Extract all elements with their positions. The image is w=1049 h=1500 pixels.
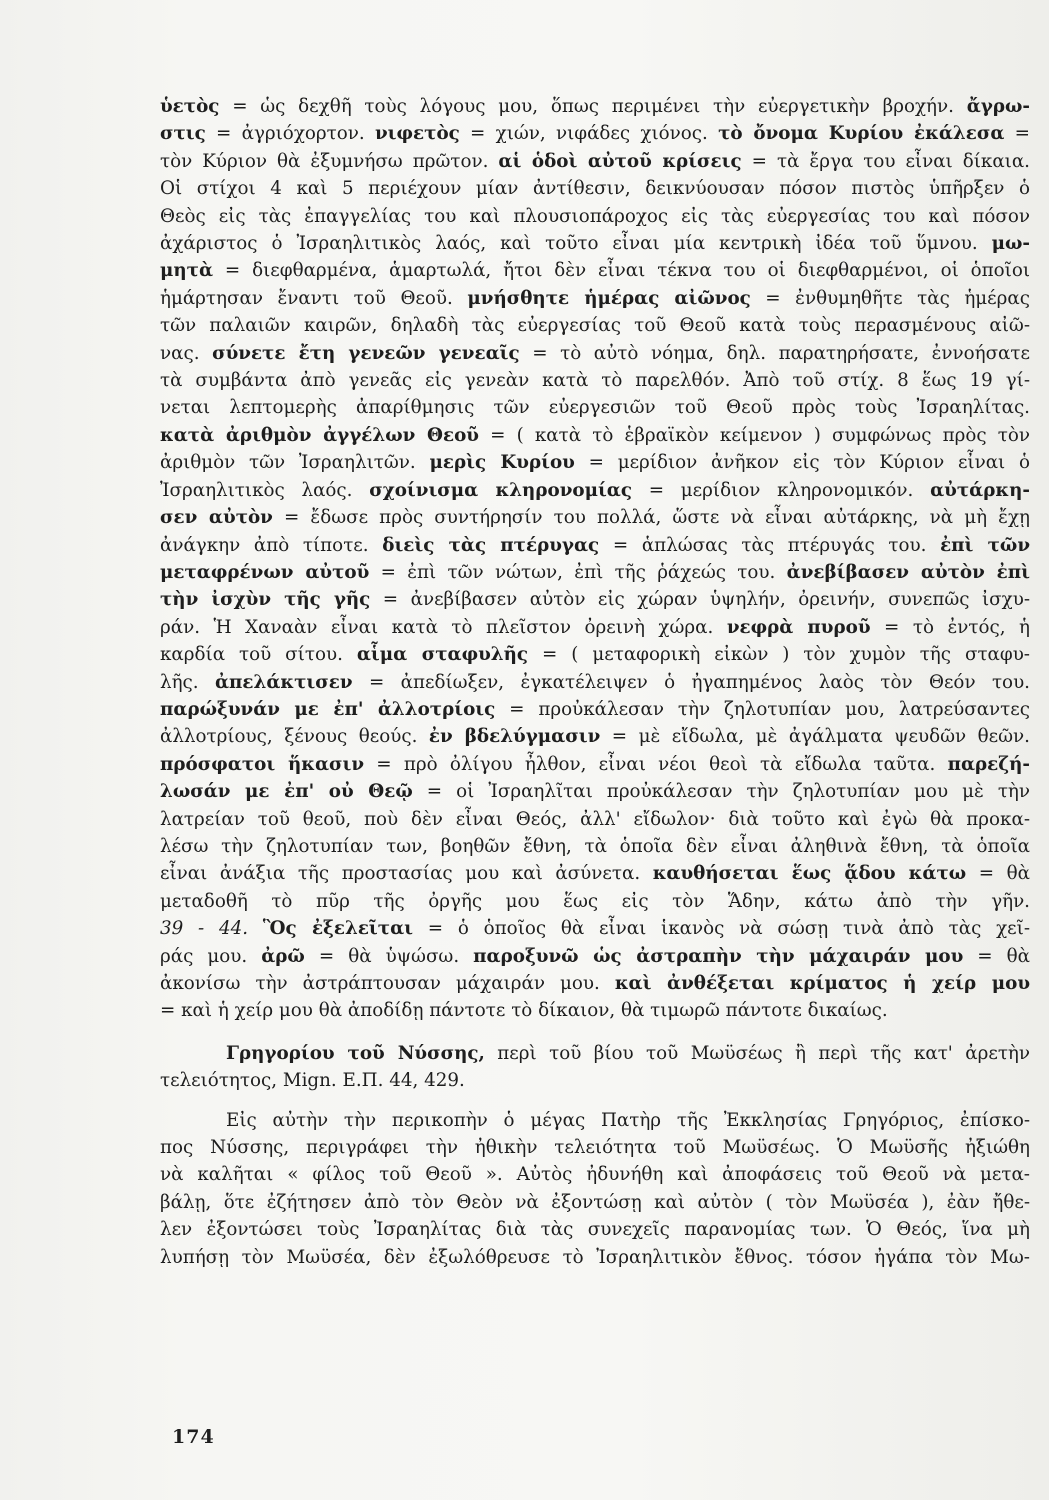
text-line — [160, 696, 1030, 723]
text-run: νας. — [160, 342, 213, 364]
commentary-section — [160, 93, 1030, 1025]
lemma-term: διεὶς τὰς πτέρυγας — [382, 534, 600, 556]
text-run: βάλῃ, ὅτε ἐζήτησεν ἀπὸ τὸν Θεὸν νὰ ἐξοντώσῃ καὶ αὐτὸν ( τὸν Μωϋσέα ), ἐὰν ἤθε- — [160, 1191, 1030, 1213]
lemma-term: σχοίνισμα κληρονομίας — [369, 479, 632, 501]
lemma-term: πρόσφατοι ἥκασιν — [160, 753, 365, 775]
text-line — [160, 175, 1030, 202]
text-run: = μὲ εἴδωλα, μὲ ἀγάλματα ψευδῶν θεῶν. — [600, 726, 1030, 748]
text-line — [160, 230, 1030, 257]
text-line — [160, 778, 1030, 805]
text-line — [160, 641, 1030, 668]
lemma-term: ἄγρω- — [966, 96, 1030, 117]
text-run: ἀχάριστος ὁ Ἰσραηλιτικὸς λαός, καὶ τοῦτο εἶναι μία κεντρικὴ ἰδέα τοῦ ὕμνου. — [160, 233, 992, 255]
lemma-term: ὑετὸς — [160, 96, 220, 117]
lemma-term: ἐπὶ τῶν — [940, 534, 1030, 556]
lemma-term: Ὃς ἐξελεῖται — [262, 918, 413, 940]
text-line — [160, 806, 1030, 833]
text-run: ράν. Ἡ Χαναὰν εἶναι κατὰ τὸ πλεῖστον ὀρεινὴ χώρα. — [160, 616, 727, 638]
passage-paragraph — [160, 1107, 1030, 1271]
text-line — [160, 504, 1030, 531]
lemma-term: τὴν ἰσχὺν τῆς γῆς — [160, 589, 371, 611]
lemma-term: σύνετε ἔτη γενεῶν γενεαῖς — [212, 342, 520, 364]
lemma-term: ἀπελάκτισεν — [214, 671, 353, 693]
text-line — [160, 1107, 1030, 1134]
text-line — [160, 559, 1030, 586]
text-run: ἀριθμὸν τῶν Ἰσραηλιτῶν. — [160, 452, 430, 474]
text-line — [160, 285, 1030, 312]
text-line — [160, 148, 1030, 175]
text-run: = προὐκάλεσαν τὴν ζηλοτυπίαν μου, λατρεύσαντες — [495, 698, 1030, 720]
text-run: καρδία τοῦ σίτου. — [160, 644, 357, 666]
text-line — [160, 888, 1030, 915]
text-run: = θὰ — [966, 863, 1030, 885]
section-spacer — [160, 1025, 1030, 1040]
lemma-term: μνήσθητε ἡμέρας αἰῶνος — [467, 287, 751, 309]
text-run: = μερίδιον κληρονομικόν. — [632, 479, 931, 501]
lemma-term: κατὰ ἀριθμὸν ἀγγέλων Θεοῦ — [160, 424, 479, 446]
text-run: = χιών, νιφάδες χιόνος. — [459, 123, 719, 145]
text-run: τὰ συμβάντα ἀπὸ γενεᾶς εἰς γενεὰν κατὰ τὸ παρελθόν. Ἀπὸ τοῦ στίχ. 8 ἕως 19 γί- — [160, 370, 1030, 392]
text-line — [160, 614, 1030, 641]
text-line — [160, 997, 1030, 1024]
verse-reference: 39 - 44. — [160, 918, 249, 940]
text-run: = — [1004, 123, 1030, 145]
text-run: = τὸ ἐντός, ἡ — [870, 616, 1030, 638]
text-run: = ὁ ὁποῖος θὰ εἶναι ἱκανὸς νὰ σώσῃ τινὰ ἀπὸ τὰς χεῖ- — [413, 918, 1030, 940]
text-line — [160, 257, 1030, 284]
text-line — [160, 1216, 1030, 1243]
text-line — [160, 449, 1030, 476]
page-text — [160, 93, 1030, 1271]
text-run: νεται λεπτομερὴς ἀπαρίθμησις τῶν εὐεργεσιῶν τοῦ Θεοῦ πρὸς τοὺς Ἰσραηλίτας. — [160, 397, 1030, 419]
text-run: = μερίδιον ἀνῆκον εἰς τὸν Κύριον εἶναι ὁ — [574, 452, 1030, 474]
lemma-term: μω- — [991, 233, 1030, 255]
text-run: ἀλλοτρίους, ξένους θεούς. — [160, 726, 429, 748]
text-run: τὸν Κύριον θὰ ἐξυμνήσω πρῶτον. — [160, 150, 499, 172]
lemma-term: αἷμα σταφυλῆς — [356, 644, 529, 666]
text-run: = τὸ αὐτὸ νόημα, δηλ. παρατηρήσατε, ἐννοήσατε — [519, 342, 1030, 364]
text-line — [160, 833, 1030, 860]
text-run: = πρὸ ὀλίγου ἦλθον, εἶναι νέοι θεοὶ τὰ εἴδωλα ταῦτα. — [364, 753, 948, 775]
text-run: = ἔδωσε πρὸς συντήρησίν του πολλά, ὥστε νὰ εἶναι αὐτάρκης, νὰ μὴ ἔχῃ — [272, 507, 1030, 529]
text-run: λῆς. — [160, 671, 215, 693]
text-run: = ἀγριόχορτον. — [205, 123, 375, 145]
text-run: περὶ τοῦ βίου τοῦ Μωϋσέως ἢ περὶ τῆς κατ' ἀρετὴν — [484, 1042, 1030, 1064]
lemma-term: καὶ ἀνθέξεται κρίματος ἡ χείρ μου — [614, 973, 1031, 994]
text-line — [160, 203, 1030, 230]
text-run: ράς μου. — [160, 945, 262, 967]
lemma-term: μερὶς Κυρίου — [429, 452, 575, 474]
text-line — [160, 751, 1030, 778]
text-line — [160, 312, 1030, 339]
lemma-term: μεταφρένων αὐτοῦ — [160, 561, 370, 583]
text-run: = ἀπεδίωξεν, ἐγκατέλειψεν ὁ ἠγαπημένος λαὸς τὸν Θεόν του. — [352, 671, 1030, 693]
text-line — [160, 1161, 1030, 1188]
text-run: = καὶ ἡ χείρ μου θὰ ἀποδίδῃ πάντοτε τὸ δίκαιον, θὰ τιμωρῶ πάντοτε δικαίως. — [160, 1000, 888, 1022]
lemma-term: παρεζή- — [947, 753, 1030, 775]
text-run: Οἱ στίχοι 4 καὶ 5 περιέχουν μίαν ἀντίθεσιν, δεικνύουσαν πόσον πιστὸς ὑπῆρξεν ὁ — [160, 178, 1030, 200]
text-run: = ἐνθυμηθῆτε τὰς ἡμέρας — [750, 287, 1030, 309]
text-line — [160, 669, 1030, 696]
text-run: Θεὸς εἰς τὰς ἐπαγγελίας του καὶ πλουσιοπάροχος εἰς τὰς εὐεργεσίας του καὶ πόσον — [160, 205, 1030, 227]
text-run: = θὰ ὑψώσω. — [304, 945, 474, 967]
lemma-term: καυθήσεται ἕως ᾅδου κάτω — [652, 863, 967, 885]
text-run: = ἀνεβίβασεν αὐτὸν εἰς χώραν ὑψηλήν, ὀρεινήν, συνεπῶς ἰσχυ- — [370, 589, 1030, 611]
lemma-term: νεφρὰ πυροῦ — [726, 616, 871, 638]
lemma-term: αἱ ὁδοὶ αὐτοῦ κρίσεις — [498, 150, 742, 172]
text-line — [160, 367, 1030, 394]
text-run: = οἱ Ἰσραηλῖται προὐκάλεσαν τὴν ζηλοτυπίαν μου μὲ τὴν — [412, 781, 1030, 803]
text-run: τῶν παλαιῶν καιρῶν, δηλαδὴ τὰς εὐεργεσίας τοῦ Θεοῦ κατὰ τοὺς περασμένους αἰῶ- — [160, 315, 1030, 337]
page-number: 174 — [172, 1426, 215, 1448]
text-run: = ἐπὶ τῶν νώτων, ἐπὶ τῆς ῥάχεώς του. — [369, 561, 787, 583]
text-run: ἡμάρτησαν ἔναντι τοῦ Θεοῦ. — [160, 287, 468, 309]
text-line — [160, 120, 1030, 147]
lemma-term: λωσάν με ἐπ' οὐ Θεῷ — [160, 781, 413, 803]
lemma-term: στις — [160, 123, 206, 145]
text-run: = θὰ — [963, 945, 1031, 967]
text-run: ἀκονίσω τὴν ἀστράπτουσαν μάχαιράν μου. — [160, 973, 615, 994]
text-run: νὰ καλῆται « φίλος τοῦ Θεοῦ ». Αὐτὸς ἠδυνήθη καὶ ἀποφάσεις τοῦ Θεοῦ νὰ μετα- — [160, 1164, 1030, 1186]
text-run: = ( κατὰ τὸ ἑβραϊκὸν κείμενον ) συμφώνως πρὸς τὸν — [478, 424, 1030, 446]
lemma-term: νιφετὸς — [374, 123, 460, 145]
text-line — [160, 532, 1030, 559]
text-run: λατρείαν τοῦ θεοῦ, ποὺ δὲν εἶναι Θεός, ἀλλ' εἴδωλον· διὰ τοῦτο καὶ ἐγὼ θὰ προκα- — [160, 808, 1030, 830]
text-run: Ἰσραηλιτικὸς λαός. — [160, 479, 370, 501]
text-line — [160, 970, 1030, 997]
text-line — [160, 477, 1030, 504]
text-run: πος Νύσσης, περιγράφει τὴν ἠθικὴν τελειότητα τοῦ Μωϋσέως. Ὁ Μωϋσῆς ἠξιώθη — [160, 1137, 1030, 1159]
text-line — [160, 1134, 1030, 1161]
text-run: λέσω τὴν ζηλοτυπίαν των, βοηθῶν ἔθνη, τὰ ὁποῖα δὲν εἶναι ἀληθινὰ ἔθνη, τὰ ὁποῖα — [160, 835, 1030, 857]
lemma-term: ἀρῶ — [261, 945, 305, 967]
text-run: = τὰ ἔργα του εἶναι δίκαια. — [741, 150, 1030, 172]
text-run: Εἰς αὐτὴν τὴν περικοπὴν ὁ μέγας Πατὴρ τῆς Ἐκκλησίας Γρηγόριος, ἐπίσκο- — [226, 1109, 1030, 1131]
lemma-term: σεν αὐτὸν — [160, 507, 273, 529]
lemma-term: ἐν βδελύγμασιν — [428, 726, 601, 748]
text-run: = ( μεταφορικὴ εἰκὼν ) τὸν χυμὸν τῆς σταφυ- — [528, 644, 1030, 666]
text-run: λυπήσῃ τὸν Μωϋσέα, δὲν ἐξωλόθρευσε τὸ Ἰσραηλιτικὸν ἔθνος. τόσον ἠγάπα τὸν Μω- — [160, 1246, 1030, 1268]
source-citation — [160, 1040, 1030, 1095]
text-run — [248, 918, 263, 939]
text-line — [160, 1244, 1030, 1271]
text-line — [160, 394, 1030, 421]
text-line — [160, 1040, 1030, 1067]
text-run: τελειότητος, Mign. Ε.Π. 44, 429. — [160, 1070, 465, 1092]
text-line — [160, 943, 1030, 970]
lemma-term: τὸ ὄνομα Κυρίου ἐκάλεσα — [718, 123, 1005, 145]
text-line — [160, 1067, 1030, 1094]
text-line — [160, 860, 1030, 887]
text-run: ἀνάγκην ἀπὸ τίποτε. — [160, 534, 383, 556]
text-run: = ὡς δεχθῆ τοὺς λόγους μου, ὅπως περιμένει τὴν εὐεργετικὴν βροχήν. — [219, 96, 967, 117]
text-line — [160, 422, 1030, 449]
lemma-term: ἀνεβίβασεν αὐτὸν ἐπὶ — [786, 561, 1031, 583]
section-spacer — [160, 1095, 1030, 1107]
text-line — [160, 586, 1030, 613]
text-line — [160, 340, 1030, 367]
text-line — [160, 915, 1030, 942]
text-run: = ἁπλώσας τὰς πτέρυγάς του. — [599, 534, 941, 556]
text-run: λεν ἐξοντώσει τοὺς Ἰσραηλίτας διὰ τὰς συνεχεῖς παρανομίας των. Ὁ Θεός, ἵνα μὴ — [160, 1219, 1030, 1241]
text-line — [160, 723, 1030, 750]
lemma-term: μητὰ — [160, 260, 214, 282]
lemma-term: αὐτάρκη- — [930, 479, 1030, 501]
text-line — [160, 93, 1030, 120]
lemma-term: παροξυνῶ ὡς ἀστραπὴν τὴν μάχαιράν μου — [473, 945, 964, 967]
lemma-term: Γρηγορίου τοῦ Νύσσης, — [226, 1042, 485, 1064]
lemma-term: παρώξυνάν με ἐπ' ἀλλοτρίοις — [160, 698, 496, 720]
text-line — [160, 1189, 1030, 1216]
text-run: εἶναι ἀνάξια τῆς προστασίας μου καὶ ἀσύνετα. — [160, 863, 653, 885]
text-run: = διεφθαρμένα, ἁμαρτωλά, ἤτοι δὲν εἶναι τέκνα του οἱ διεφθαρμένοι, οἱ ὁποῖοι — [213, 260, 1030, 282]
text-run: μεταδοθῆ τὸ πῦρ τῆς ὀργῆς μου ἕως εἰς τὸν Ἅδην, κάτω ἀπὸ τὴν γῆν. — [160, 890, 1030, 912]
